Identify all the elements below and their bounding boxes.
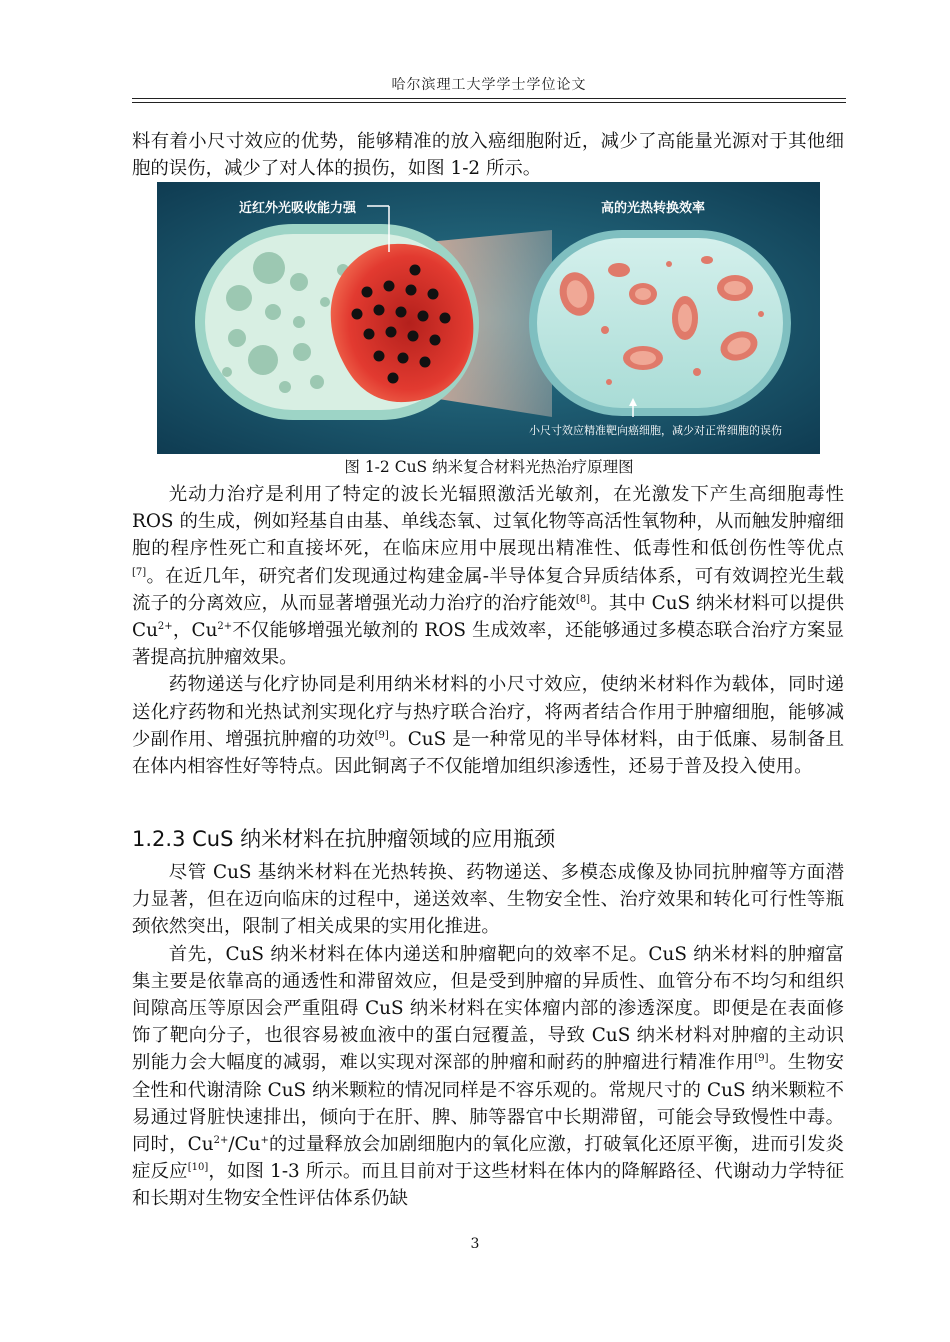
label-photothermal-efficiency: 高的光热转换效率 xyxy=(601,201,706,216)
cell-body-right xyxy=(537,238,783,408)
paragraph-photodynamic: 光动力治疗是利用了特定的波长光辐照激活光敏剂，在光激发下产生高细胞毒性 ROS 的生成，例如羟基自由基、单线态氧、过氧化物等高活性氧物种，从而触发肿瘤细胞的程序性死亡和直接坏死，在临床应用中展现出精准性、低毒性和低创伤性等优点[7]。在近几年，研究者们发现通过构建金属-半导体复合异质结体系，可有效调控光生载流子的分离效应，从而显著增强光动力治疗的治疗能效[8]。其中 CuS 纳米材料可以提供 $Cu^{2+}$，$Cu^{2+}$不仅能够增强光敏剂的 ROS 生成效率，还能够通过多模态联合治疗方案显著提高抗肿瘤效果。 xyxy=(132,484,845,669)
citation-8[interactable]: [8] xyxy=(575,593,591,605)
paragraph-intro: 尽管 CuS 基纳米材料在光热转换、药物递送、多模态成像及协同抗肿瘤等方面潜力显著，但在迈向临床的过程中，递送效率、生物安全性、治疗效果和转化可行性等瓶颈依然突出，限制了相关成果的实用化推进。 xyxy=(132,862,844,938)
paragraph-continuation: 料有着小尺寸效应的优势，能够精准的放入癌细胞附近，减少了高能量光源对于其他细胞的误伤，减少了对人体的损伤，如图 1-2 所示。 xyxy=(132,131,844,180)
section-heading: 1.2.3 CuS 纳米材料在抗肿瘤领域的应用瓶颈 xyxy=(132,827,556,851)
main-body xyxy=(132,481,844,780)
citation-9[interactable]: [9] xyxy=(374,729,389,741)
citation-9b[interactable]: [9] xyxy=(754,1053,769,1065)
header-rule-thin xyxy=(132,102,846,103)
label-size-effect: 小尺寸效应精准靶向癌细胞，减少对正常细胞的误伤 xyxy=(529,424,782,437)
figure-caption: 图 1-2 CuS 纳米复合材料光热治疗原理图 xyxy=(344,458,634,476)
paragraph-first: 首先，CuS 纳米材料在体内递送和肿瘤靶向的效率不足。CuS 纳米材料的肿瘤富集主要是依靠高的通透性和滞留效应，但是受到肿瘤的异质性、血管分布不均匀和组织间隙高压等原因会严重阻碍 CuS 纳米材料在实体瘤内部的渗透深度。即便是在表面修饰了靶向分子，也很容易被血液中的蛋白冠覆盖，导致 CuS 纳米材料对肿瘤的主动识别能力会大幅度的减弱，难以实现对深部的肿瘤和耐药的肿瘤进行精准作用[9]。生物安全性和代谢清除 CuS 纳米颗粒的情况同样是不容乐观的。常规尺寸的 CuS 纳米颗粒不易通过肾脏快速排出，倾向于在肝、脾、肺等器官中长期滞留，可能会导致慢性中毒。同时，$Cu^{2+}/Cu^+$的过量释放会加剧细胞内的氧化应激，打破氧化还原平衡，进而引发炎症反应[10]，如图 1-3 所示。而且目前对于这些材料在体内的降解路径、代谢动力学特征和长期对生物安全性评估体系仍缺 xyxy=(132,943,844,1210)
running-header: 哈尔滨理工大学学士学位论文 xyxy=(391,77,587,93)
figure-1-2 xyxy=(157,182,820,454)
paragraph-drug-delivery: 药物递送与化疗协同是利用纳米材料的小尺寸效应，使纳米材料作为载体，同时递送化疗药物和光热试剂实现化疗与热疗联合治疗，将两者结合作用于肿瘤细胞，能够减少副作用、增强抗肿瘤的功效[9]。CuS 是一种常见的半导体材料，由于低廉、易制备且在体内相容性好等特点。因此铜离子不仅能增加组织渗透性，还易于普及投入使用。 xyxy=(132,674,844,778)
citation-10[interactable]: [10] xyxy=(187,1162,209,1174)
section-body xyxy=(132,859,844,1213)
citation-7[interactable]: [7] xyxy=(132,566,147,578)
label-nir-absorption: 近红外光吸收能力强 xyxy=(239,201,357,216)
page-number: 3 xyxy=(470,1236,480,1252)
paragraph-top xyxy=(132,128,844,182)
photothermal-illustration xyxy=(157,182,820,454)
header-rule xyxy=(132,98,846,99)
